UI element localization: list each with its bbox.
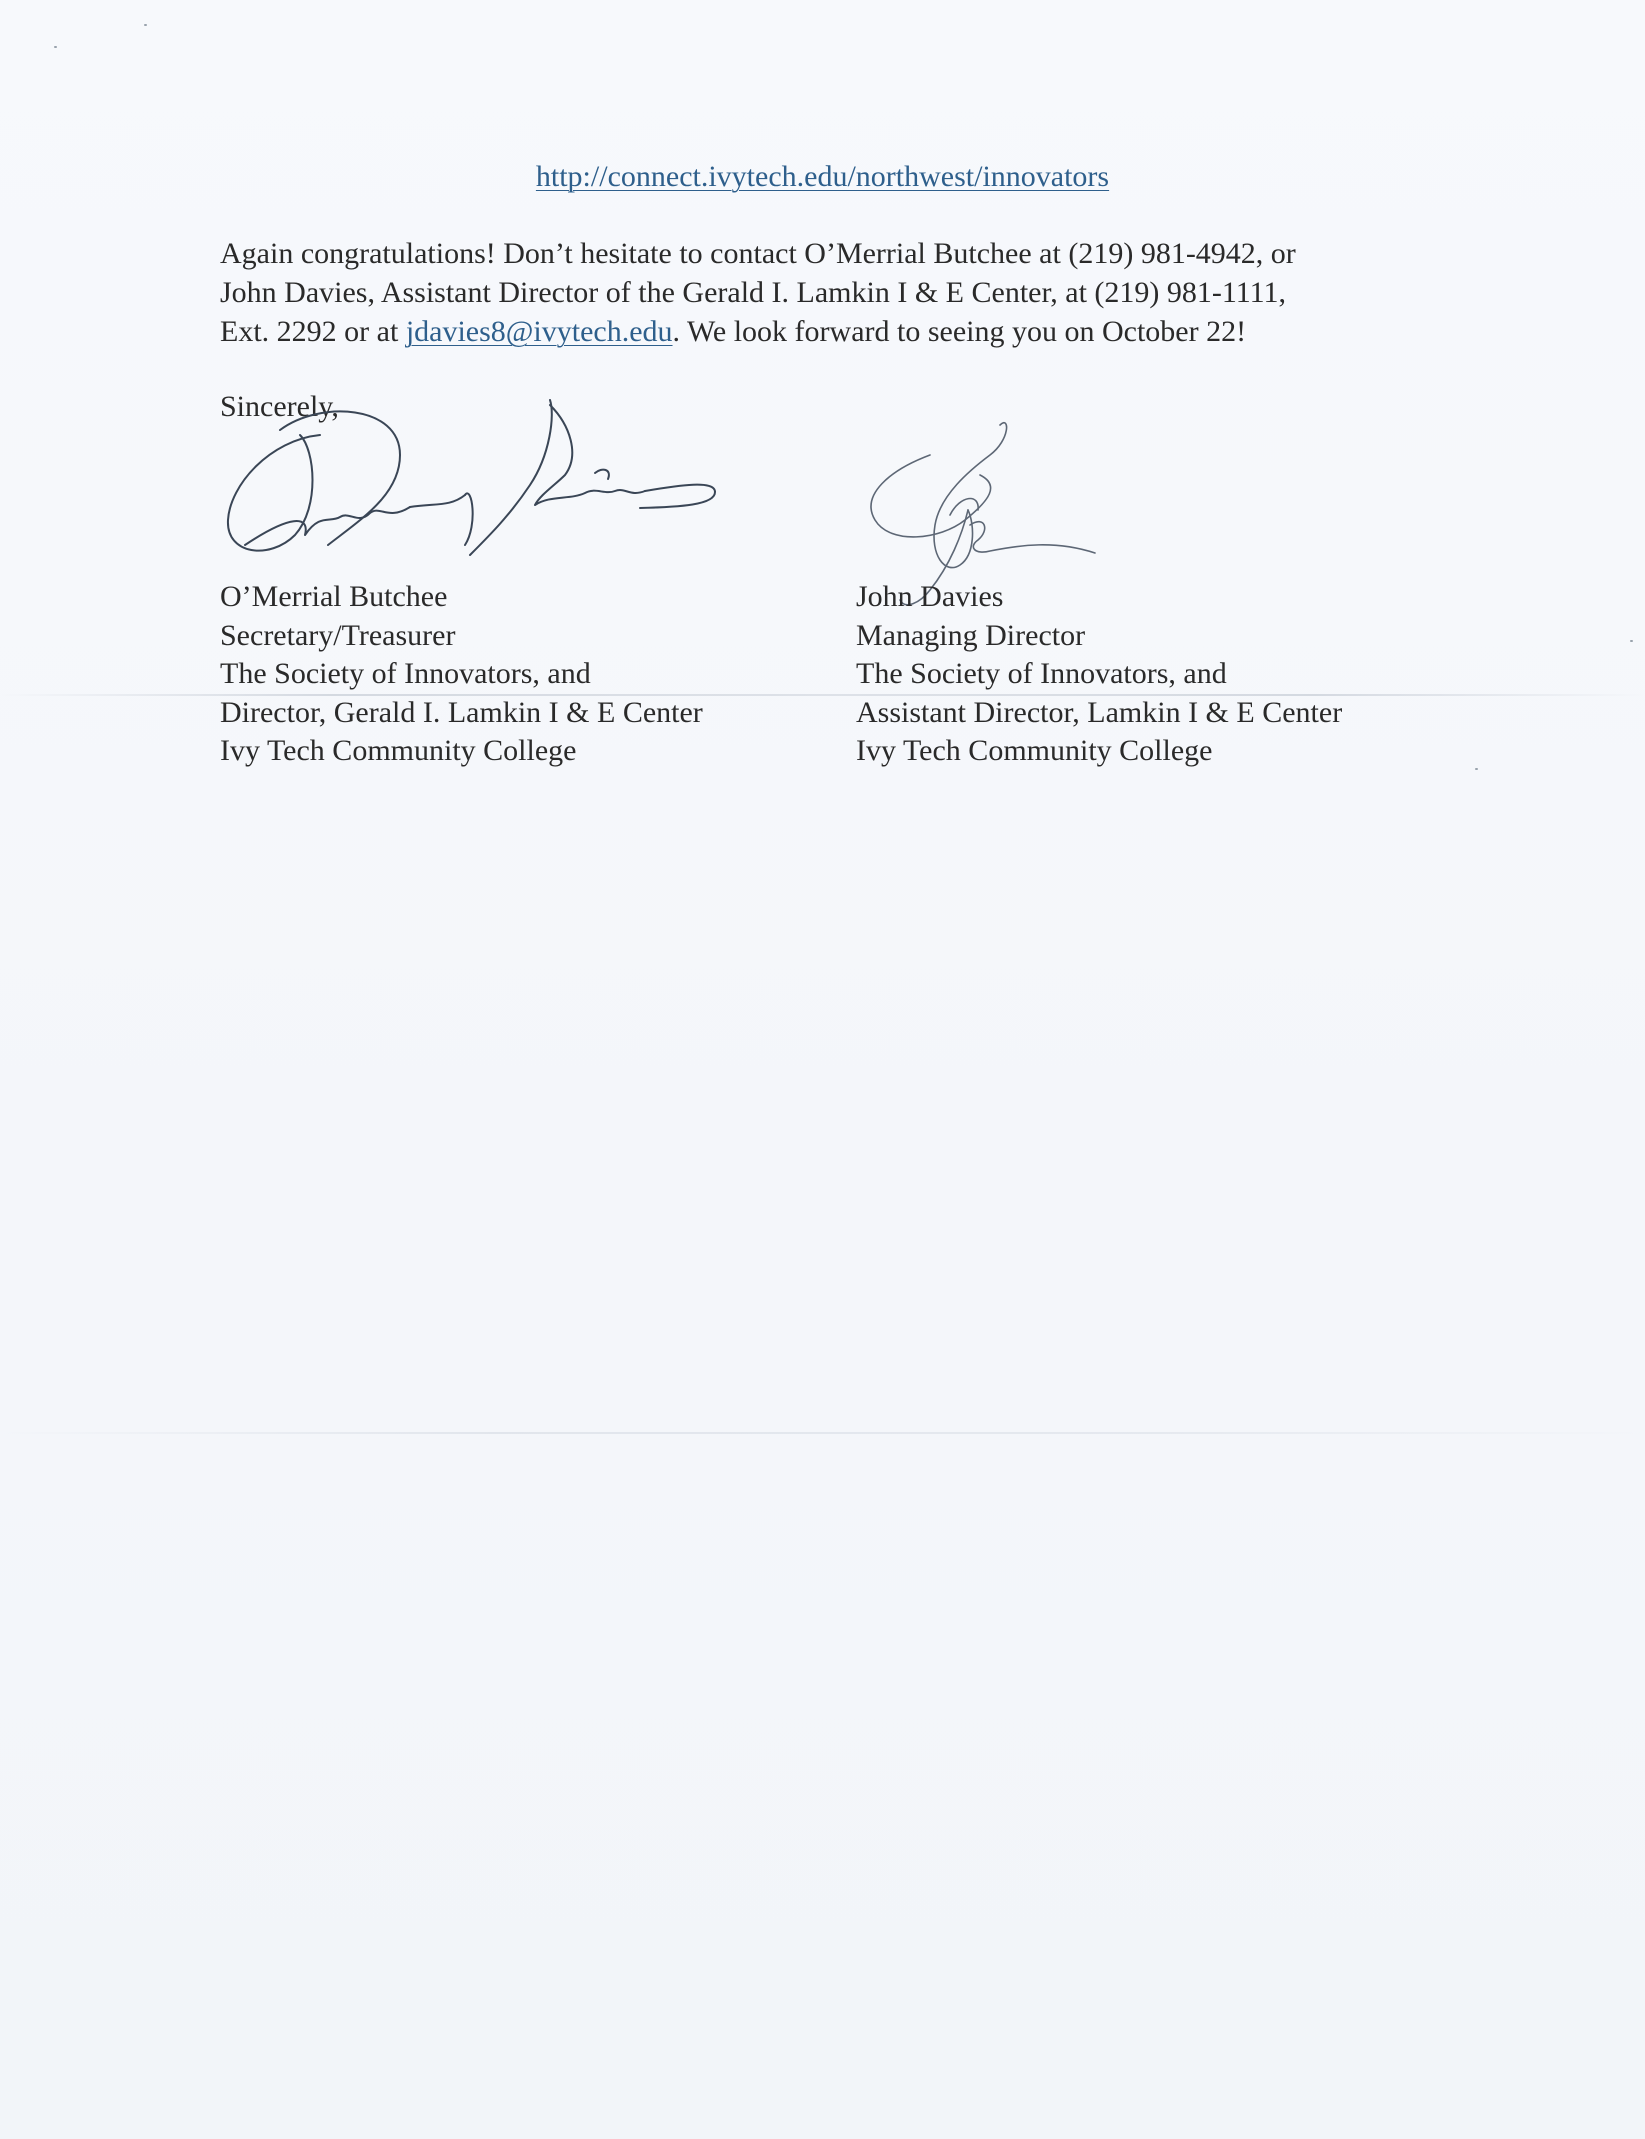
sincerely-closing: Sincerely, xyxy=(220,390,339,423)
signatory-butchee xyxy=(220,578,703,771)
signatory-institution: Ivy Tech Community College xyxy=(220,734,577,767)
website-link-line xyxy=(0,158,1645,196)
paragraph-line: Again congratulations! Don’t hesitate to contact O’Merrial Butchee at (219) 981-4942, or xyxy=(220,237,1296,270)
signatory-davies xyxy=(856,578,1342,771)
signatory-org: Director, Gerald I. Lamkin I & E Center xyxy=(220,695,703,729)
paragraph-line xyxy=(220,312,1420,351)
paragraph-text: . We look forward to seeing you on October 22! xyxy=(672,315,1247,348)
signatory-org: The Society of Innovators, and xyxy=(856,657,1227,690)
scan-speck xyxy=(144,24,147,26)
signatory-org: Assistant Director, Lamkin I & E Center xyxy=(856,695,1343,729)
scan-speck xyxy=(1475,768,1478,770)
signatory-institution: Ivy Tech Community College xyxy=(856,734,1213,767)
closing-paragraph xyxy=(220,234,1420,351)
signatory-name: John Davies xyxy=(856,580,1004,613)
paragraph-text: Ext. 2292 or at xyxy=(220,315,399,348)
signatory-title: Secretary/Treasurer xyxy=(220,618,456,652)
paper-fold-line xyxy=(0,1432,1645,1434)
email-link[interactable]: jdavies8@ivytech.edu xyxy=(405,315,673,348)
website-link[interactable]: http://connect.ivytech.edu/northwest/innovators xyxy=(535,160,1110,193)
signatory-name: O’Merrial Butchee xyxy=(220,580,448,613)
scan-speck xyxy=(54,46,57,48)
signatory-org: The Society of Innovators, and xyxy=(220,657,591,690)
butchee-signature xyxy=(210,395,730,575)
paragraph-line: John Davies, Assistant Director of the Gerald I. Lamkin I & E Center, at (219) 981-1111, xyxy=(220,276,1287,309)
signatory-title: Managing Director xyxy=(856,618,1086,652)
scan-speck xyxy=(1630,640,1633,642)
